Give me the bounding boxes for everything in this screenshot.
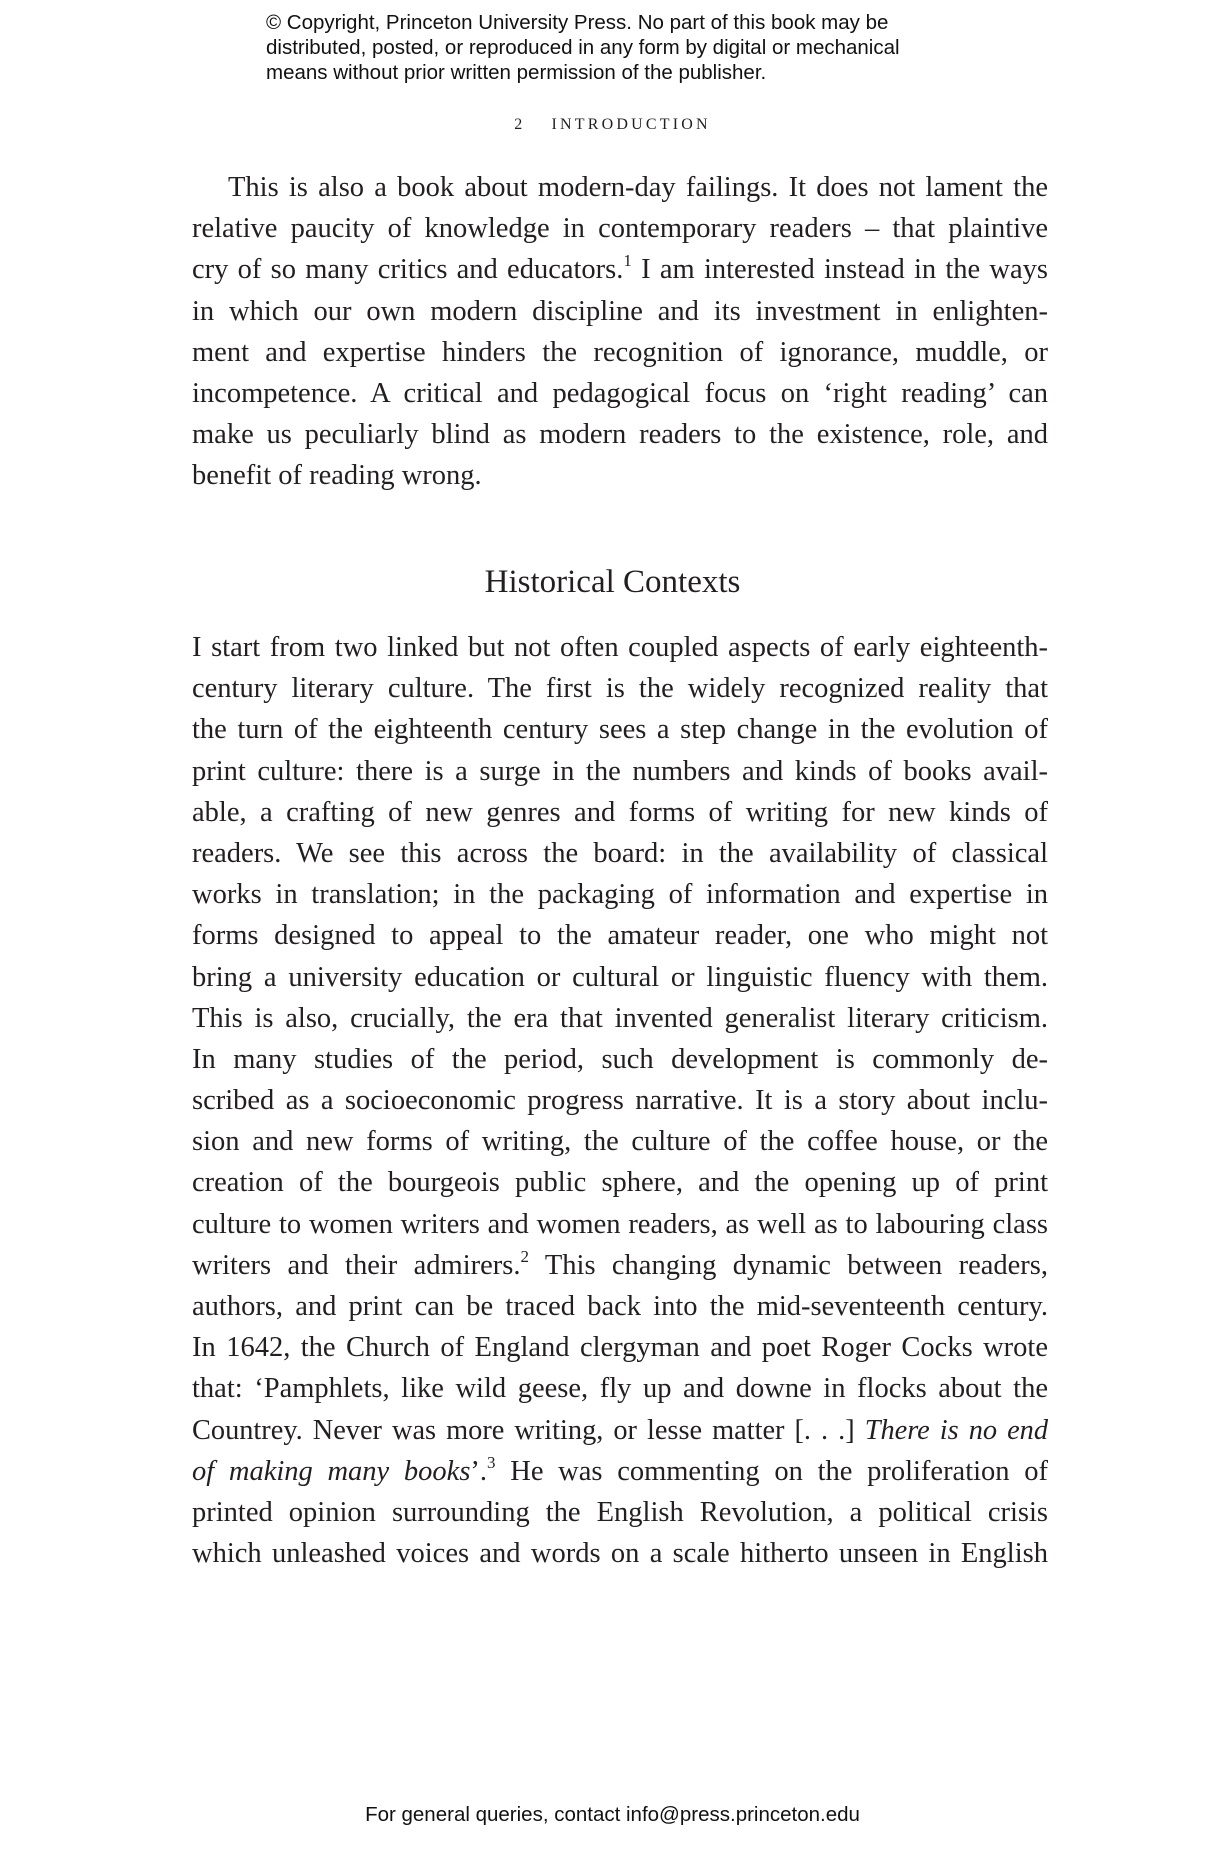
text-line: which unleashed voices and words on a scale hitherto unseen in English xyxy=(192,1538,1048,1570)
text-line: bring a university education or cultural or linguistic fluency with them. xyxy=(192,961,1048,993)
text-line xyxy=(192,249,1048,290)
text-segment: This changing dynamic between readers, xyxy=(529,1249,1048,1281)
text-segment: I am interested instead in the ways xyxy=(631,254,1048,286)
text-line: ment and expertise hinders the recognition of ignorance, muddle, or xyxy=(192,336,1048,368)
text-line xyxy=(192,1245,1048,1286)
text-line: forms designed to appeal to the amateur reader, one who might not xyxy=(192,920,1048,952)
running-head xyxy=(0,115,1225,135)
paragraph-historical-contexts xyxy=(192,627,1048,1574)
copyright-line: distributed, posted, or reproduced in any form by digital or mechanical xyxy=(266,36,900,59)
text-segment: cry of so many critics and educators. xyxy=(192,254,624,286)
text-line: I start from two linked but not often coupled aspects of early eighteenth- xyxy=(192,632,1048,663)
quote-italic: There is no end xyxy=(864,1414,1048,1446)
chapter-title: INTRODUCTION xyxy=(551,116,711,133)
text-line: make us peculiarly blind as modern readers to the existence, role, and xyxy=(192,419,1048,451)
page-number: 2 xyxy=(514,116,526,133)
text-line: incompetence. A critical and pedagogical focus on ‘right reading’ can xyxy=(192,377,1048,409)
text-segment: ’. xyxy=(470,1455,488,1487)
text-line: print culture: there is a surge in the numbers and kinds of books avail- xyxy=(192,755,1048,787)
footnote-marker[interactable]: 2 xyxy=(520,1246,529,1266)
copyright-line: means without prior written permission of the publisher. xyxy=(266,61,767,84)
copyright-line: © Copyright, Princeton University Press. No part of this book may be xyxy=(266,11,889,34)
text-line: able, a crafting of new genres and forms of writing for new kinds of xyxy=(192,796,1048,828)
text-segment: writers and their admirers. xyxy=(192,1249,521,1281)
text-line: creation of the bourgeois public sphere, and the opening up of print xyxy=(192,1167,1048,1199)
text-line: This is also, crucially, the era that invented generalist literary criticism. xyxy=(192,1002,1048,1034)
footnote-marker[interactable]: 1 xyxy=(623,251,632,271)
text-line: works in translation; in the packaging of information and expertise in xyxy=(192,879,1048,911)
text-line: In many studies of the period, such development is commonly de- xyxy=(192,1043,1048,1075)
text-segment: Countrey. Never was more writing, or lesse matter [. . .] xyxy=(192,1414,865,1446)
text-segment: He was commenting on the proliferation of xyxy=(495,1455,1048,1487)
section-heading: Historical Contexts xyxy=(484,564,741,600)
text-line: authors, and print can be traced back into the mid-seventeenth century. xyxy=(192,1291,1048,1322)
text-line: century literary culture. The first is the widely recognized reality that xyxy=(192,673,1048,705)
text-line: the turn of the eighteenth century sees a step change in the evolution of xyxy=(192,714,1048,746)
text-line: relative paucity of knowledge in contemporary readers – that plaintive xyxy=(192,213,1048,245)
footnote-marker[interactable]: 3 xyxy=(487,1452,496,1472)
text-line: that: ‘Pamphlets, like wild geese, fly up and downe in flocks about the xyxy=(192,1373,1048,1405)
text-line: printed opinion surrounding the English Revolution, a political crisis xyxy=(192,1496,1048,1528)
text-line xyxy=(192,1410,1048,1451)
text-line: sion and new forms of writing, the culture of the coffee house, or the xyxy=(192,1126,1048,1158)
text-line: readers. We see this across the board: in the availability of classical xyxy=(192,837,1048,869)
paragraph-intro xyxy=(192,167,1048,497)
text-line: culture to women writers and women readers, as well as to labouring class xyxy=(192,1208,1048,1240)
footer-contact: For general queries, contact info@press.princeton.edu xyxy=(365,1803,860,1826)
text-line: scribed as a socioeconomic progress narrative. It is a story about inclu- xyxy=(192,1085,1048,1117)
text-line xyxy=(192,1451,1048,1492)
text-line: in which our own modern discipline and its investment in enlighten- xyxy=(192,295,1048,327)
text-line: benefit of reading wrong. xyxy=(192,460,482,492)
copyright-notice xyxy=(266,10,966,85)
text-line: This is also a book about modern-day failings. It does not lament the xyxy=(228,172,1048,203)
text-line: In 1642, the Church of England clergyman and poet Roger Cocks wrote xyxy=(192,1332,1048,1364)
quote-italic: of making many books xyxy=(192,1455,471,1487)
